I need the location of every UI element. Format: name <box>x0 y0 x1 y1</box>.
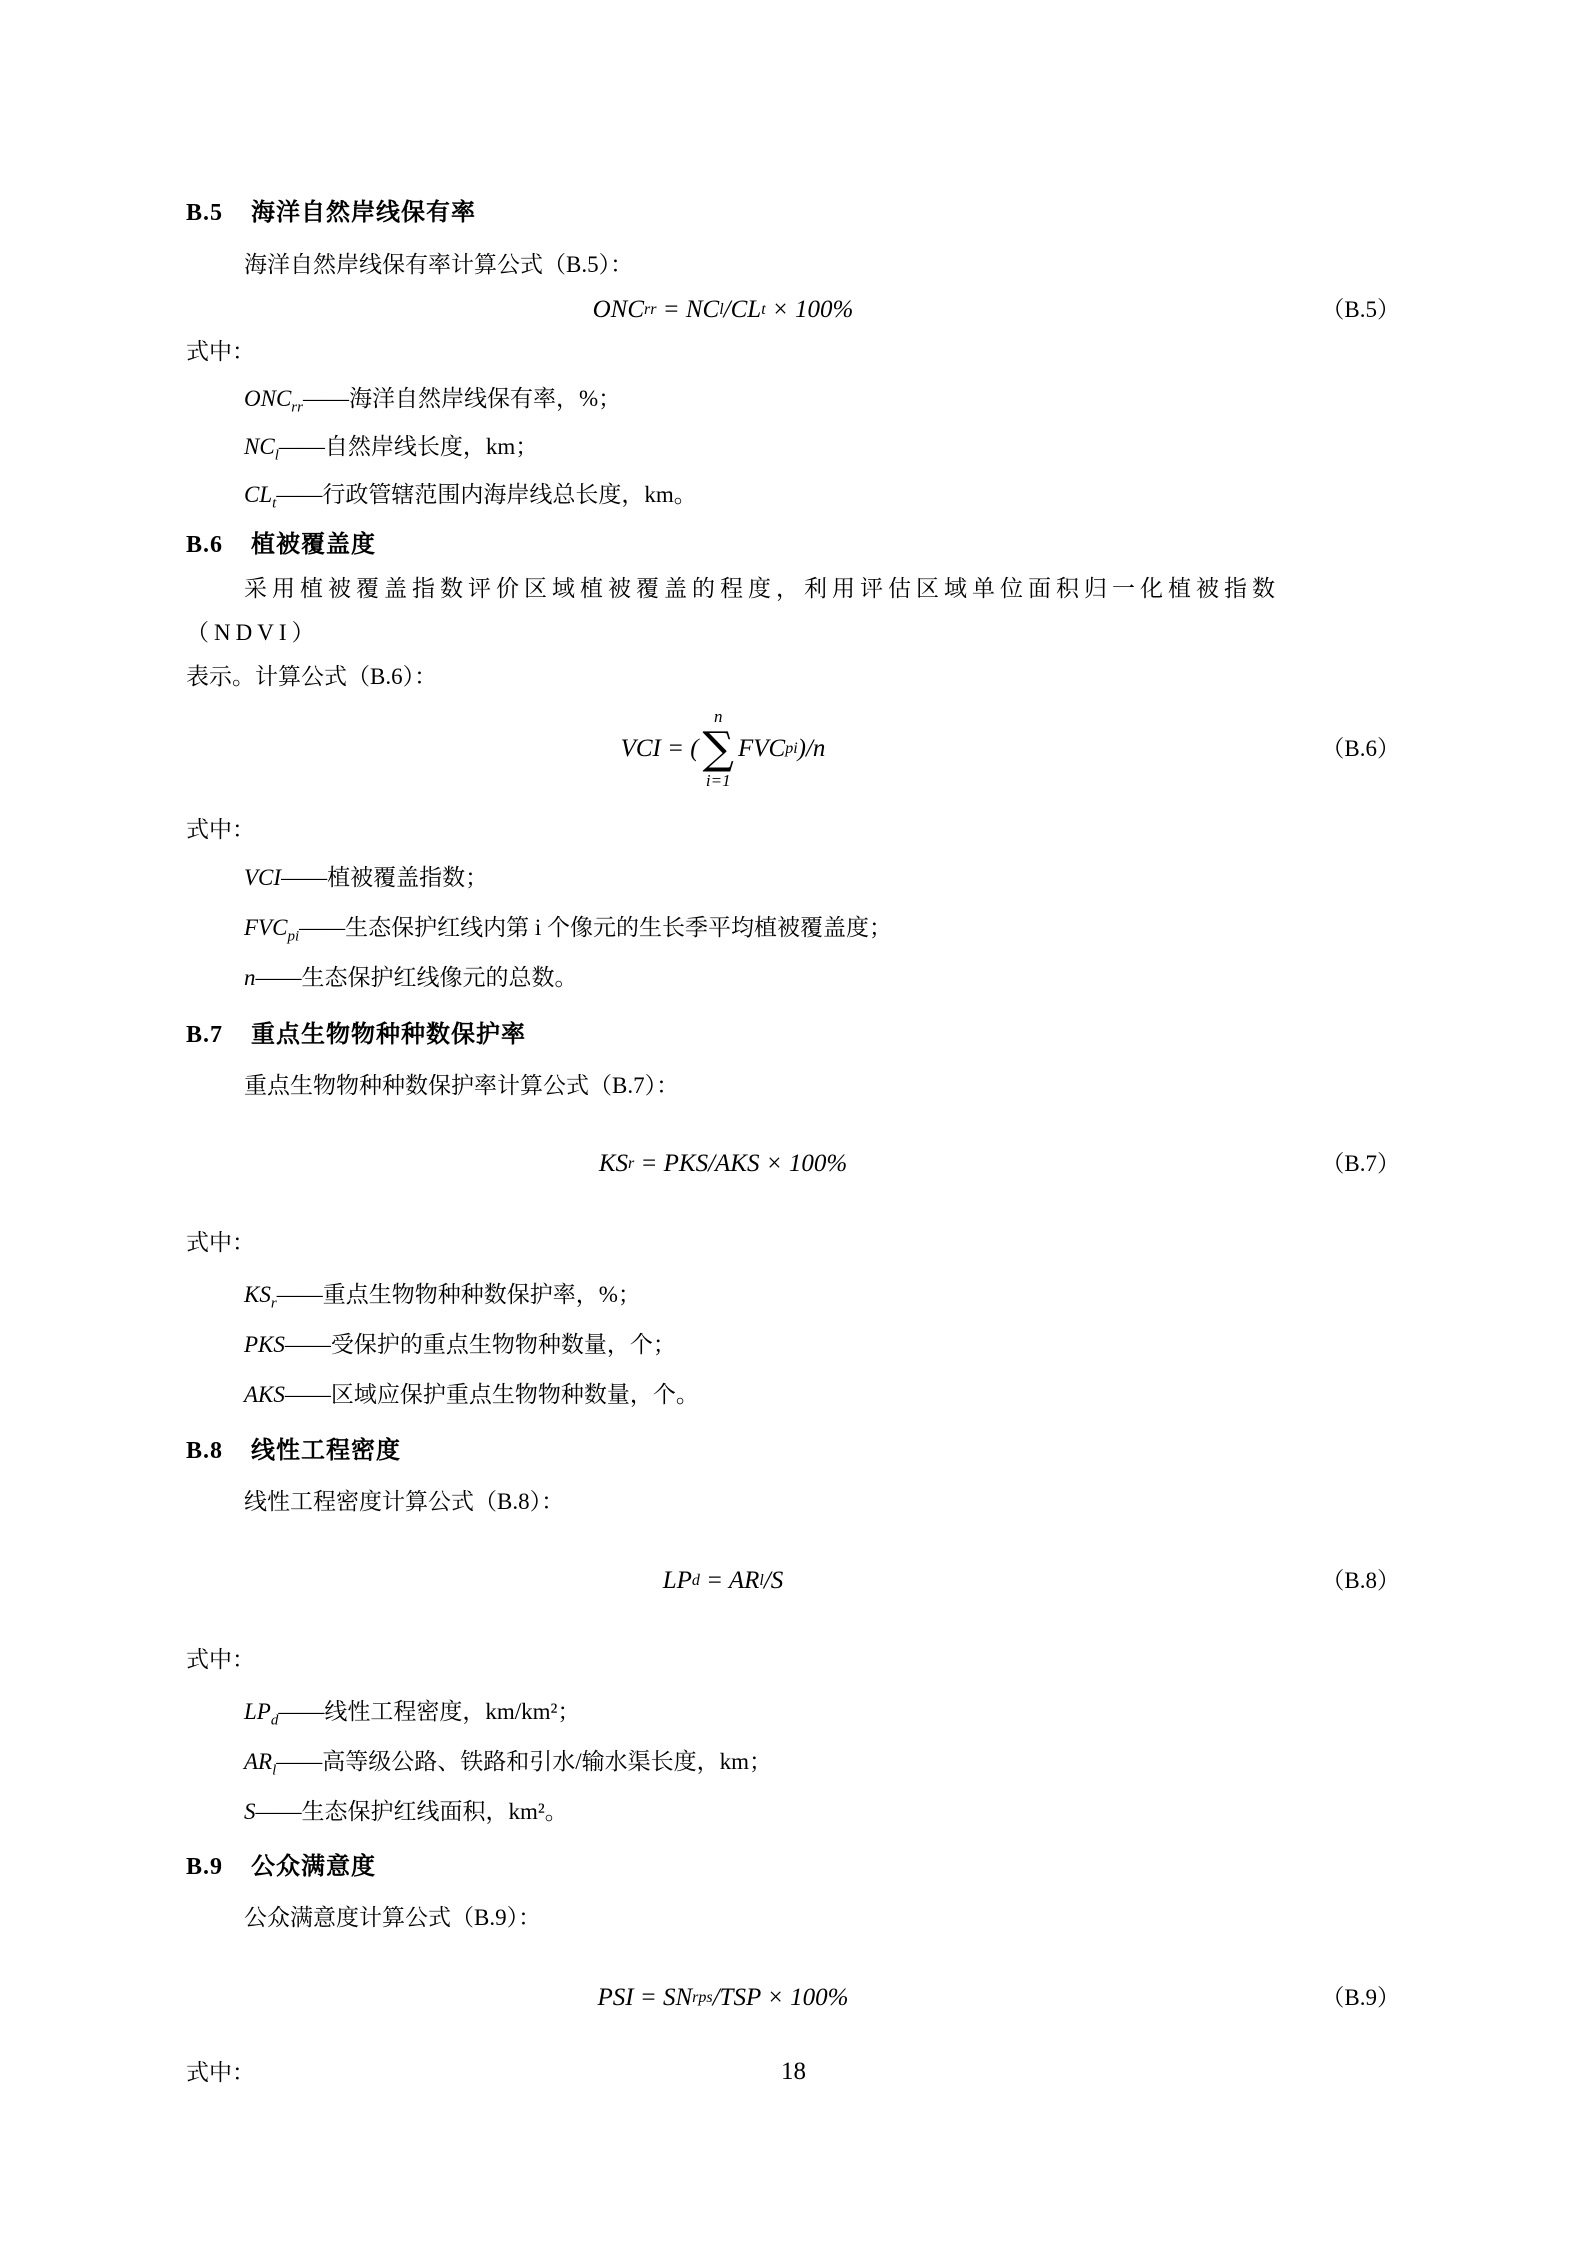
equation-term: = AR <box>699 1567 760 1594</box>
equation-term: /S <box>763 1567 784 1594</box>
definition-term: S <box>244 1799 256 1824</box>
section-b6 <box>186 529 1400 995</box>
definition-desc: ——生态保护红线像元的总数。 <box>255 965 578 990</box>
definition-term: VCI <box>244 865 282 890</box>
where-label: 式中： <box>186 339 255 364</box>
page-number: 18 <box>781 2058 806 2085</box>
definition-term: ONC <box>244 386 292 411</box>
equation-term: KS <box>598 1150 629 1177</box>
definition-term: CL <box>244 482 273 507</box>
definition-subscript: r <box>270 1295 277 1312</box>
summation-lower-limit: i=1 <box>705 771 731 790</box>
equation-row <box>186 1978 1400 2018</box>
equation: PSI = SN rps /TSP × 100% <box>598 1979 849 2017</box>
formula-intro: 公众满意度计算公式（B.9）： <box>244 1905 542 1930</box>
section-title: 重点生物物种种数保护率 <box>251 1021 527 1048</box>
section-b8 <box>186 1435 1400 1829</box>
equation-label: （B.9） <box>1321 1985 1400 2010</box>
formula-intro: 海洋自然岸线保有率计算公式（B.5）： <box>244 252 634 277</box>
section-title: 海洋自然岸线保有率 <box>251 199 477 226</box>
definition-desc: ——线性工程密度，km/km²； <box>278 1699 581 1724</box>
definition-term: NC <box>244 434 275 459</box>
definition-term: KS <box>244 1282 271 1307</box>
section-title: 公众满意度 <box>251 1853 377 1880</box>
equation-term: = PKS/AKS × 100% <box>634 1150 848 1177</box>
definition-item <box>186 382 1400 416</box>
definition-desc: ——行政管辖范围内海岸线总长度，km。 <box>276 482 697 507</box>
definition-desc: ——受保护的重点生物物种数量，个； <box>284 1332 676 1357</box>
definition-desc: ——生态保护红线面积，km²。 <box>255 1799 568 1824</box>
definition-subscript: rr <box>291 399 303 416</box>
section-number: B.5 <box>186 200 224 226</box>
where-label: 式中： <box>186 1647 255 1672</box>
definition-subscript: pi <box>287 928 300 945</box>
definition-desc: ——生态保护红线内第 i 个像元的生长季平均植被覆盖度； <box>299 915 893 940</box>
formula-intro: 线性工程密度计算公式（B.8）： <box>244 1489 565 1514</box>
definition-item <box>186 1278 1400 1312</box>
equation-term: × 100% <box>765 296 854 323</box>
equation-term: /TSP × 100% <box>712 1984 849 2011</box>
equation-term: )/n <box>797 735 826 762</box>
equation-label: （B.6） <box>1321 736 1400 761</box>
definition-item <box>186 911 1400 945</box>
equation-row <box>186 701 1400 797</box>
section-b7 <box>186 1019 1400 1412</box>
section-number: B.6 <box>186 532 224 558</box>
definition-item <box>186 1745 1400 1779</box>
where-label: 式中： <box>186 817 255 842</box>
equation: LP d = AR l /S <box>663 1562 784 1600</box>
section-number: B.8 <box>186 1438 224 1464</box>
section-heading <box>186 529 1400 561</box>
where-label: 式中： <box>186 2060 255 2085</box>
definition-desc: ——高等级公路、铁路和引水/输水渠长度，km； <box>276 1749 773 1774</box>
definition-item <box>186 1328 1400 1362</box>
section-heading <box>186 197 1400 229</box>
equation-term: ONC <box>592 296 645 323</box>
definition-subscript: l <box>272 1762 277 1779</box>
definition-term: PKS <box>244 1332 285 1357</box>
equation-term: PSI = SN <box>597 1984 693 2011</box>
section-heading <box>186 1851 1400 1883</box>
definition-subscript: d <box>270 1712 279 1729</box>
section-heading <box>186 1435 1400 1467</box>
summation-upper-limit: n <box>714 707 723 726</box>
summation-symbol: ∑ <box>702 723 734 774</box>
definition-item <box>186 1378 1400 1412</box>
paragraph-line: 采用植被覆盖指数评价区域植被覆盖的程度，利用评估区域单位面积归一化植被指数（NDVI） <box>186 576 1280 645</box>
definition-item <box>186 861 1400 895</box>
section-number: B.7 <box>186 1022 224 1048</box>
summation <box>703 708 734 790</box>
definition-subscript: l <box>274 447 279 464</box>
section-paragraph <box>186 567 1400 699</box>
equation-term: LP <box>662 1567 692 1594</box>
equation: ONC rr = NC l /CL t × 100% <box>593 291 854 329</box>
definition-desc: ——自然岸线长度，km； <box>278 434 539 459</box>
equation-term: /CL <box>723 296 762 323</box>
definition-item <box>186 1795 1400 1829</box>
definition-item <box>186 430 1400 464</box>
definition-term: LP <box>244 1699 271 1724</box>
section-title: 植被覆盖度 <box>251 531 377 558</box>
definition-desc: ——海洋自然岸线保有率，%； <box>302 386 622 411</box>
section-title: 线性工程密度 <box>251 1437 402 1464</box>
document-content <box>186 197 1400 2090</box>
definition-term: FVC <box>244 915 288 940</box>
equation-row <box>186 290 1400 330</box>
equation-term: FVC <box>737 735 786 762</box>
equation-label: （B.8） <box>1321 1568 1400 1593</box>
definition-subscript: t <box>272 495 277 512</box>
definition-item <box>186 478 1400 512</box>
equation: KS r = PKS/AKS × 100% <box>599 1145 847 1183</box>
section-b5 <box>186 197 1400 512</box>
definition-desc: ——区域应保护重点生物物种数量，个。 <box>284 1382 699 1407</box>
where-label: 式中： <box>186 1230 255 1255</box>
definition-term: AKS <box>244 1382 285 1407</box>
definition-term: n <box>244 965 256 990</box>
equation: VCI = ( n ∑ i=1 FVC pi )/n <box>620 707 826 790</box>
equation-term: = NC <box>656 296 720 323</box>
equation-label: （B.7） <box>1321 1151 1400 1176</box>
equation-label: （B.5） <box>1321 297 1400 322</box>
definition-item <box>186 1695 1400 1729</box>
equation-row <box>186 1561 1400 1601</box>
equation-term: VCI = ( <box>620 735 699 762</box>
definition-item <box>186 961 1400 995</box>
definition-desc: ——植被覆盖指数； <box>281 865 489 890</box>
equation-row <box>186 1144 1400 1184</box>
formula-intro: 重点生物物种种数保护率计算公式（B.7）： <box>244 1073 680 1098</box>
definition-desc: ——重点生物物种种数保护率，%； <box>276 1282 641 1307</box>
section-number: B.9 <box>186 1854 224 1880</box>
paragraph-line: 表示。计算公式（B.6）： <box>186 664 438 689</box>
section-heading <box>186 1019 1400 1051</box>
definition-term: AR <box>244 1749 273 1774</box>
